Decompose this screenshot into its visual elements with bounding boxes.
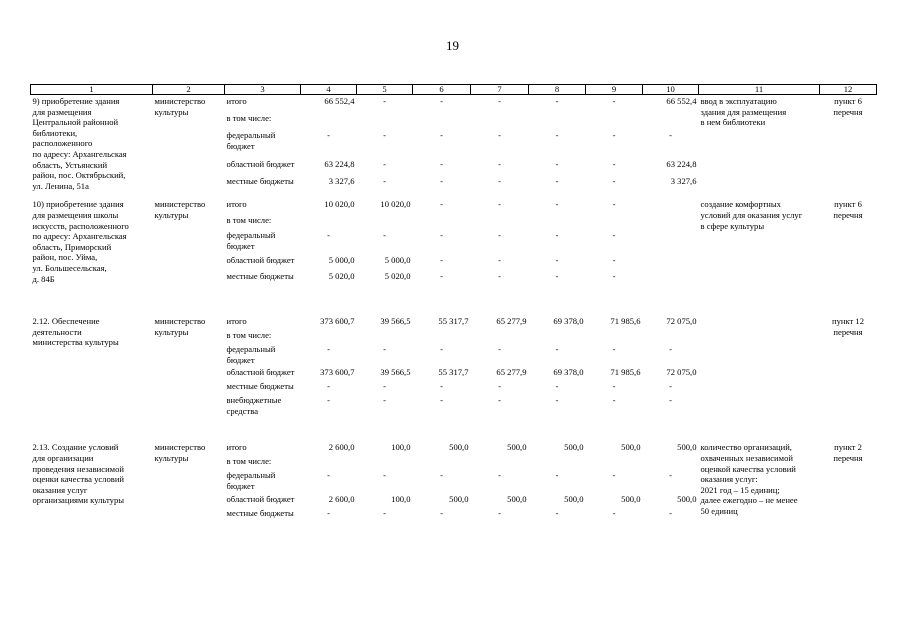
measure-name-line: Центральной районной [32, 117, 119, 128]
funding-value: 500,0 [507, 493, 527, 504]
list-reference [820, 198, 877, 285]
section-spacer [31, 285, 877, 315]
funding-source-label: областной бюджет [226, 493, 295, 504]
funding-value: - [327, 395, 330, 406]
expected-result-line: 2021 год – 15 единиц; [700, 484, 780, 495]
measure-name-line: 10) приобретение здания [32, 199, 124, 210]
funding-value: - [383, 96, 386, 106]
funding-value: 5 000,0 [384, 255, 411, 266]
list-reference-line: пункт 2 [834, 442, 862, 453]
funding-value: - [555, 395, 559, 406]
funding-value: - [669, 395, 672, 406]
list-reference-line: перечня [833, 106, 863, 117]
funding-value [471, 214, 529, 229]
list-reference-line: пункт 6 [834, 199, 862, 210]
funding-value: - [440, 507, 443, 518]
measure-name-line: ул. Ленина, 51а [32, 180, 89, 191]
funding-value: - [555, 176, 559, 187]
funding-value [301, 329, 357, 343]
expected-result-line: в нем библиотеки [700, 117, 766, 128]
executor-line: культуры [154, 453, 189, 464]
funding-value: - [440, 130, 443, 141]
funding-value: - [327, 381, 330, 392]
funding-value: - [440, 158, 443, 169]
funding-value [529, 329, 586, 343]
executor-line: культуры [154, 106, 189, 117]
funding-value: - [669, 344, 672, 355]
funding-value: - [498, 270, 501, 281]
measure-name [31, 198, 153, 285]
funding-source-label: местные бюджеты [226, 176, 294, 187]
executor [153, 315, 225, 417]
funding-value: 500,0 [677, 493, 697, 504]
funding-value: - [612, 344, 616, 355]
expected-result [699, 441, 820, 520]
funding-value [413, 329, 471, 343]
funding-value: - [498, 381, 501, 392]
measure-name-line: район, пос. Уйма, [32, 252, 98, 263]
funding-value: 500,0 [564, 493, 584, 504]
measure-name-line: 2.12. Обеспечение [32, 316, 100, 327]
funding-value: - [612, 130, 616, 141]
budget-table [30, 84, 877, 521]
expected-result-line: здания для размещения [700, 106, 787, 117]
funding-value: 39 566,5 [380, 316, 411, 327]
funding-value: - [612, 96, 616, 106]
funding-value: - [440, 381, 443, 392]
funding-value: - [440, 344, 443, 355]
expected-result-line: оценкой качества условий [700, 463, 796, 474]
funding-value: - [440, 230, 443, 240]
measure-name-line: район, пос. Октябрьский, [32, 170, 126, 181]
expected-result-line: 50 единиц [700, 506, 738, 517]
funding-value: 500,0 [621, 442, 641, 453]
funding-value [643, 455, 699, 469]
list-reference-line: перечня [833, 326, 863, 337]
column-number: 4 [301, 85, 357, 95]
funding-row [31, 441, 877, 455]
measure-name-line: оценки качества условий [32, 474, 125, 485]
funding-value: - [555, 255, 559, 266]
funding-value: - [440, 199, 443, 210]
funding-source-label: в том числе: [226, 456, 272, 467]
expected-result [699, 95, 820, 193]
funding-source-label: в том числе: [226, 330, 272, 341]
section-spacer [31, 417, 877, 441]
funding-value: - [440, 470, 443, 481]
funding-source-label: местные бюджеты [226, 270, 294, 281]
executor [153, 198, 225, 285]
list-reference [820, 95, 877, 193]
funding-value: 100,0 [391, 493, 411, 504]
column-number: 8 [529, 85, 586, 95]
funding-value: 100,0 [391, 442, 411, 453]
executor-line: министерство [154, 199, 206, 210]
funding-value: 373 600,7 [320, 316, 355, 327]
funding-value: 500,0 [621, 493, 641, 504]
expected-result-line: охваченных независимой [700, 453, 793, 464]
funding-source-label: областной бюджет [226, 158, 295, 169]
executor-line: министерство [154, 96, 206, 106]
measure-name-line: проведения независимой [32, 463, 125, 474]
funding-value: - [383, 158, 386, 169]
executor-line: министерство [154, 316, 206, 327]
funding-value: - [383, 470, 386, 481]
funding-source-label: областной бюджет [226, 367, 295, 378]
funding-value: 2 600,0 [328, 442, 355, 453]
funding-value: - [555, 470, 559, 481]
funding-value: - [327, 230, 330, 240]
funding-value: - [612, 395, 616, 406]
funding-value: - [612, 158, 616, 169]
funding-value: - [555, 344, 559, 355]
list-reference-line: пункт 12 [831, 316, 865, 327]
measure-name-line: для организации [32, 453, 94, 464]
funding-value: 39 566,5 [380, 367, 411, 378]
funding-value [301, 112, 357, 129]
column-number: 2 [153, 85, 225, 95]
list-reference-line: перечня [833, 453, 863, 464]
funding-source-label: федеральный бюджет [226, 130, 276, 152]
measure-name-line: 9) приобретение здания [32, 96, 120, 106]
funding-value [301, 455, 357, 469]
column-number: 5 [357, 85, 413, 95]
funding-source-label: федеральный бюджет [226, 470, 276, 492]
funding-row [31, 315, 877, 329]
funding-value: 55 317,7 [438, 367, 469, 378]
funding-value: - [612, 381, 616, 392]
funding-value: 5 020,0 [384, 270, 411, 281]
funding-value: 10 020,0 [380, 199, 411, 210]
funding-value [529, 455, 586, 469]
measure-name-line: организациями культуры [32, 495, 125, 506]
expected-result-line: далее ежегодно – не менее [700, 495, 798, 506]
funding-source-label: областной бюджет [226, 255, 295, 266]
funding-value [586, 329, 643, 343]
funding-value: 69 378,0 [553, 316, 584, 327]
funding-value: - [440, 270, 443, 281]
measure-name-line: библиотеки, [32, 127, 78, 138]
funding-value [471, 112, 529, 129]
funding-value [643, 229, 699, 254]
funding-source-label: внебюджетные средства [226, 395, 282, 416]
funding-value: - [383, 130, 386, 141]
funding-value: - [612, 199, 616, 210]
funding-value: 373 600,7 [320, 367, 355, 378]
measure-name-line: министерства культуры [32, 337, 119, 348]
funding-value: 63 224,8 [666, 158, 697, 169]
funding-value: - [612, 507, 616, 518]
funding-value: - [327, 470, 330, 481]
funding-value [643, 112, 699, 129]
funding-value: 5 000,0 [328, 255, 355, 266]
funding-value: - [612, 176, 616, 187]
funding-value: 69 378,0 [553, 367, 584, 378]
funding-value [529, 214, 586, 229]
expected-result [699, 198, 820, 285]
page-number: 19 [446, 38, 459, 53]
funding-row [31, 95, 877, 113]
funding-value [643, 270, 699, 285]
funding-value: 65 277,9 [496, 367, 527, 378]
funding-value: - [669, 381, 672, 392]
funding-value: 55 317,7 [438, 316, 469, 327]
funding-value: - [440, 96, 443, 106]
funding-value: - [383, 230, 386, 240]
funding-value: - [383, 507, 386, 518]
funding-value: 66 552,4 [666, 96, 697, 106]
measure-name-line: 2.13. Создание условий [32, 442, 119, 453]
funding-value: 66 552,4 [324, 96, 355, 106]
funding-value: 500,0 [677, 442, 697, 453]
funding-value: - [498, 130, 501, 141]
funding-value: - [555, 381, 559, 392]
measure-name-line: для размещения школы [32, 209, 119, 220]
expected-result [699, 315, 820, 417]
list-reference [820, 315, 877, 417]
funding-value: 3 327,6 [328, 176, 355, 187]
funding-value: - [498, 507, 501, 518]
measure-name-line: искусств, расположенного [32, 220, 129, 231]
funding-value: 500,0 [564, 442, 584, 453]
funding-source-label: итого [226, 96, 247, 106]
executor [153, 95, 225, 193]
executor-line: культуры [154, 209, 189, 220]
funding-value [471, 455, 529, 469]
measure-name-line: область, Приморский [32, 241, 112, 252]
funding-source-label: итого [226, 316, 247, 327]
executor [153, 441, 225, 520]
funding-source-label: федеральный бюджет [226, 344, 276, 365]
funding-value: - [555, 230, 559, 240]
funding-value: 71 985,6 [610, 316, 641, 327]
funding-value: - [669, 470, 672, 481]
funding-value: - [555, 270, 559, 281]
funding-value: 65 277,9 [496, 316, 527, 327]
expected-result-line: в сфере культуры [700, 220, 765, 231]
funding-value: - [440, 255, 443, 266]
funding-value [471, 329, 529, 343]
funding-value: - [498, 255, 501, 266]
funding-value: 500,0 [507, 442, 527, 453]
funding-value [643, 329, 699, 343]
funding-value: - [498, 96, 501, 106]
funding-value: 72 075,0 [666, 316, 697, 327]
measure-name-line: ул. Большесельская, [32, 262, 107, 273]
expected-result-line: условий для оказания услуг [700, 209, 803, 220]
executor-line: министерство [154, 442, 206, 453]
funding-value: - [498, 158, 501, 169]
funding-value: - [669, 507, 672, 518]
funding-source-label: местные бюджеты [226, 507, 294, 518]
funding-value: - [383, 395, 386, 406]
funding-value: - [498, 470, 501, 481]
measure-name-line: по адресу: Архангельская [32, 231, 127, 242]
funding-source-label: итого [226, 442, 247, 453]
funding-value: - [327, 507, 330, 518]
measure-name-line: деятельности [32, 326, 82, 337]
funding-value: - [383, 381, 386, 392]
measure-name-line: по адресу: Архангельская [32, 148, 127, 159]
measure-name [31, 441, 153, 520]
column-number: 6 [413, 85, 471, 95]
funding-value: - [555, 199, 559, 210]
column-number-row [31, 85, 877, 95]
funding-value: 72 075,0 [666, 367, 697, 378]
executor-line: культуры [154, 326, 189, 337]
funding-value: - [440, 395, 443, 406]
expected-result-line: оказания услуг: [700, 474, 758, 485]
funding-value [586, 455, 643, 469]
funding-value: - [612, 230, 616, 240]
funding-value: - [383, 176, 386, 187]
measure-name [31, 315, 153, 417]
funding-value [413, 455, 471, 469]
funding-value: - [498, 176, 501, 187]
funding-value [357, 112, 413, 129]
funding-source-label: в том числе: [226, 214, 272, 225]
list-reference-line: пункт 6 [834, 96, 862, 106]
funding-value: - [383, 344, 386, 355]
funding-value: - [612, 270, 616, 281]
funding-value: - [555, 158, 559, 169]
funding-value: - [327, 130, 330, 141]
funding-value: - [327, 344, 330, 355]
funding-value [643, 198, 699, 213]
funding-source-label: федеральный бюджет [226, 230, 276, 251]
funding-value: - [555, 507, 559, 518]
column-number: 10 [643, 85, 699, 95]
measure-name-line: для размещения [32, 106, 92, 117]
funding-value [357, 329, 413, 343]
funding-value: - [498, 230, 501, 240]
funding-value [586, 214, 643, 229]
measure-name-line: область, Устьянский [32, 159, 108, 170]
column-number: 9 [586, 85, 643, 95]
funding-value: - [498, 395, 501, 406]
expected-result-line: создание комфортных [700, 199, 781, 210]
funding-value: 71 985,6 [610, 367, 641, 378]
funding-source-label: в том числе: [226, 113, 272, 124]
funding-value: - [612, 255, 616, 266]
funding-value [413, 214, 471, 229]
funding-value: 2 600,0 [328, 493, 355, 504]
funding-value: - [612, 470, 616, 481]
funding-value: 3 327,6 [670, 176, 697, 187]
column-number: 7 [471, 85, 529, 95]
funding-value [643, 214, 699, 229]
measure-name [31, 95, 153, 193]
funding-value [643, 254, 699, 269]
funding-value [301, 214, 357, 229]
list-reference [820, 441, 877, 520]
expected-result-line: количество организаций, [700, 442, 792, 453]
funding-value: - [669, 130, 672, 141]
funding-row [31, 198, 877, 213]
funding-value [357, 214, 413, 229]
funding-value: 10 020,0 [324, 199, 355, 210]
funding-value: - [498, 199, 501, 210]
funding-value [413, 112, 471, 129]
column-number: 1 [31, 85, 153, 95]
measure-name-line: оказания услуг [32, 484, 88, 495]
column-number: 11 [699, 85, 820, 95]
list-reference-line: перечня [833, 209, 863, 220]
measure-name-line: д. 84Б [32, 273, 55, 284]
measure-name-line: расположенного [32, 138, 93, 149]
funding-value: 5 020,0 [328, 270, 355, 281]
funding-value [529, 112, 586, 129]
funding-value: 500,0 [449, 442, 469, 453]
funding-value [357, 455, 413, 469]
funding-source-label: итого [226, 199, 247, 210]
funding-value: 500,0 [449, 493, 469, 504]
funding-value: - [555, 96, 559, 106]
funding-source-label: местные бюджеты [226, 381, 294, 392]
funding-value [586, 112, 643, 129]
column-number: 12 [820, 85, 877, 95]
expected-result-line: ввод в эксплуатацию [700, 96, 777, 106]
funding-value: - [555, 130, 559, 141]
funding-value: 63 224,8 [324, 158, 355, 169]
funding-value: - [440, 176, 443, 187]
column-number: 3 [225, 85, 301, 95]
funding-value: - [498, 344, 501, 355]
